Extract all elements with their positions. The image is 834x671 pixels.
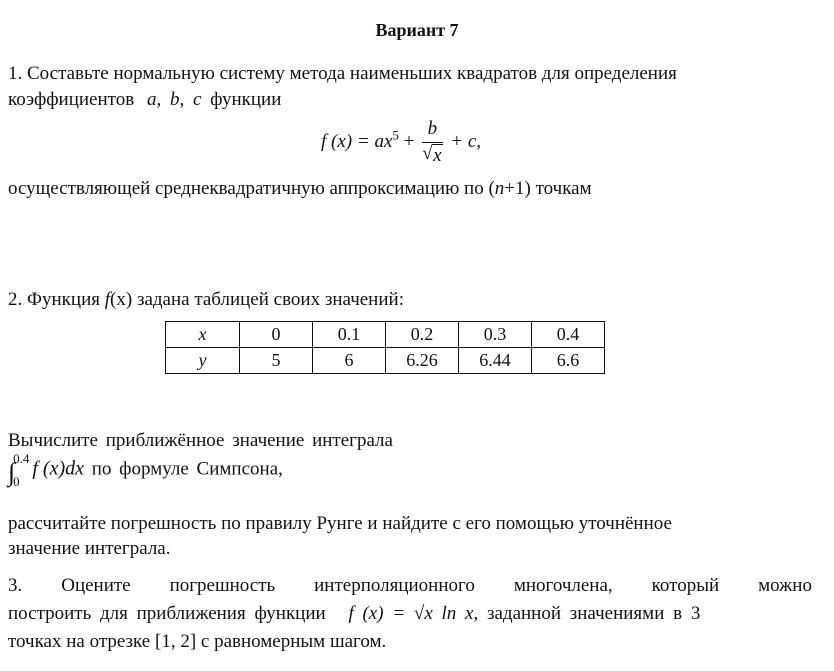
task3-line3: точках на отрезке [1, 2] с равномерным шагом. — [8, 631, 387, 652]
task3-word: 3. — [8, 575, 23, 596]
table-row — [166, 322, 605, 348]
table-cell: 5 — [240, 348, 313, 374]
task1-line3-end: +1) точкам — [504, 178, 592, 199]
task3-word: многочлена, — [513, 575, 613, 596]
task2-intro-x: (x) — [110, 289, 133, 310]
integral-expression — [8, 452, 283, 488]
formula-rest: + c, — [450, 130, 482, 152]
integral-body: f (x)dx — [32, 457, 85, 480]
integral-sign: ∫ — [8, 457, 16, 487]
formula-fraction — [422, 118, 442, 167]
task3-word: который — [651, 575, 720, 596]
task2-compute-line: Вычислите приближённое значение интеграла — [8, 430, 393, 451]
table-cell: y — [166, 348, 240, 374]
task3-word: погрешность — [169, 575, 276, 596]
task1-line3-start: осуществляющей среднеквадратичную аппроксимацию по ( — [8, 178, 495, 199]
table-cell: 0.3 — [459, 322, 532, 348]
integral-after: по формуле Симпсона, — [84, 458, 283, 480]
formula-plus: + — [403, 130, 415, 152]
formula-lhs: f (x) = ax — [321, 130, 393, 152]
task3-line1 — [8, 575, 812, 597]
sqrt-radicand: x — [433, 145, 442, 166]
task3-line2-end: , заданной значениями в 3 — [473, 603, 701, 624]
task1-line3-n: n — [494, 178, 505, 199]
table-cell: 6 — [313, 348, 386, 374]
table-cell: 0 — [240, 322, 313, 348]
task1-formula — [321, 118, 481, 167]
task2-intro — [8, 289, 404, 311]
table-cell: 6.44 — [459, 348, 532, 374]
task1-line3 — [8, 178, 592, 200]
fraction-numerator: b — [422, 118, 442, 143]
integral-upper: 0.4 — [13, 451, 30, 466]
task1-line2 — [8, 89, 281, 111]
task2-intro-end: задана таблицей своих значений: — [132, 289, 404, 310]
task2-intro-f: f — [104, 289, 111, 310]
values-table — [165, 321, 605, 374]
integral-lower: 0 — [13, 474, 20, 489]
table-row — [166, 348, 605, 374]
table-cell: x — [166, 322, 240, 348]
task3-formula: f (x) = √x ln x — [348, 603, 474, 624]
task2-intro-start: 2. Функция — [8, 289, 105, 310]
task3-line2 — [8, 603, 700, 625]
variant-title: Вариант 7 — [375, 20, 459, 40]
task2-runge-line1: рассчитайте погрешность по правилу Рунге и найдите с его помощью уточнённое — [8, 513, 672, 534]
fraction-denominator — [422, 143, 442, 167]
task1-line2-end: функции — [210, 89, 282, 110]
task3-word: Оцените — [61, 575, 131, 596]
integral-limits — [13, 452, 29, 488]
formula-exp: 5 — [392, 127, 399, 143]
table-cell: 0.2 — [386, 322, 459, 348]
task3-line2-start: построить для приближения функции — [8, 603, 326, 624]
sqrt-symbol: √ x — [422, 143, 442, 166]
task3-word: интерполяционного — [314, 575, 475, 596]
table-cell: 0.1 — [313, 322, 386, 348]
task2-runge-line2: значение интеграла. — [8, 538, 171, 559]
task3-word: можно — [758, 575, 812, 596]
coef-c: c — [192, 89, 202, 110]
table-cell: 0.4 — [532, 322, 605, 348]
task1-line1: 1. Составьте нормальную систему метода наименьших квадратов для определения — [8, 63, 677, 84]
table-cell: 6.6 — [532, 348, 605, 374]
task1-line2-text: коэффициентов — [8, 89, 135, 110]
coef-a: a, — [146, 89, 162, 110]
table-cell: 6.26 — [386, 348, 459, 374]
coef-b: b, — [169, 89, 185, 110]
